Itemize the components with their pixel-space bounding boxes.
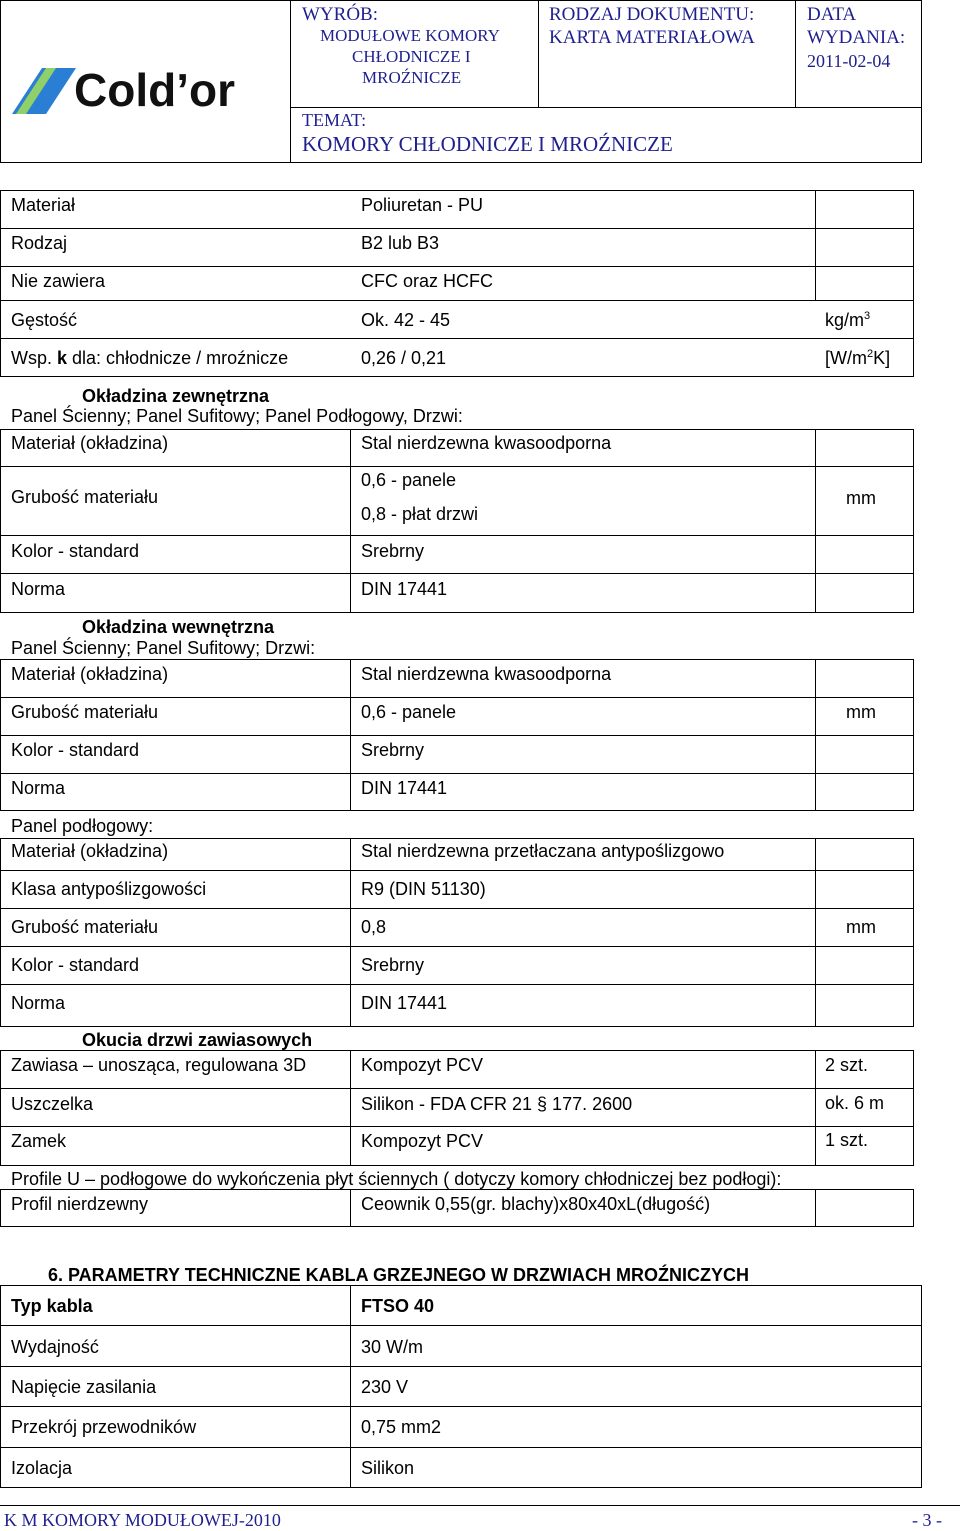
doctype-label: RODZAJ DOKUMENTU:: [549, 4, 755, 25]
lock-quantity: 1 szt.: [825, 1130, 869, 1150]
insulation-row-value: 0,26 / 0,21: [361, 348, 447, 368]
slip-class-label: Klasa antypoślizgowości: [11, 879, 207, 899]
cable-insulation-value: Silikon: [361, 1458, 415, 1478]
product-value-1: MODUŁOWE KOMORY: [320, 26, 500, 45]
profile-label: Profil nierdzewny: [11, 1194, 149, 1214]
page-number: - 3 -: [912, 1510, 942, 1530]
color-value: Srebrny: [361, 740, 425, 760]
topic-label: TEMAT:: [302, 110, 367, 130]
topic-value: KOMORY CHŁODNICZE I MROŹNICZE: [302, 132, 673, 156]
color-label: Kolor - standard: [11, 955, 140, 975]
section-title: Okładzina wewnętrzna: [82, 617, 275, 637]
doctype-value: KARTA MATERIAŁOWA: [549, 27, 755, 48]
material-label: Materiał (okładzina): [11, 841, 169, 861]
thickness-value-panels: 0,6 - panele: [361, 470, 457, 490]
section-title: Okucia drzwi zawiasowych: [82, 1030, 313, 1050]
thickness-value: 0,6 - panele: [361, 702, 457, 722]
section-subtitle: Panel Ścienny; Panel Sufitowy; Drzwi:: [11, 638, 316, 658]
section-subtitle: Panel Ścienny; Panel Sufitowy; Panel Podłogowy, Drzwi:: [11, 406, 463, 426]
k-coefficient-label: Wsp. k dla: chłodnicze / mroźnicze: [11, 348, 289, 368]
cable-power-label: Wydajność: [11, 1337, 99, 1357]
material-label: Materiał (okładzina): [11, 433, 169, 453]
company-logo: [12, 62, 276, 118]
color-label: Kolor - standard: [11, 740, 140, 760]
cable-cross-section-value: 0,75 mm2: [361, 1417, 442, 1437]
cable-insulation-label: Izolacja: [11, 1458, 73, 1478]
insulation-row-label: Materiał: [11, 195, 76, 215]
thickness-unit: mm: [846, 917, 876, 937]
date-label-1: DATA: [807, 4, 857, 25]
cable-power-value: 30 W/m: [361, 1337, 424, 1357]
footer-document-id: K M KOMORY MODUŁOWEJ-2010: [4, 1510, 281, 1530]
insulation-row-label: Rodzaj: [11, 233, 68, 253]
hinge-material: Kompozyt PCV: [361, 1055, 484, 1075]
cable-voltage-value: 230 V: [361, 1377, 409, 1397]
color-label: Kolor - standard: [11, 541, 140, 561]
cable-voltage-label: Napięcie zasilania: [11, 1377, 157, 1397]
logo-graphic: [12, 62, 276, 118]
lock-label: Zamek: [11, 1131, 67, 1151]
slip-class-value: R9 (DIN 51130): [361, 879, 486, 899]
cable-cross-section-label: Przekrój przewodników: [11, 1417, 197, 1437]
thickness-label: Grubość materiału: [11, 487, 159, 507]
norm-value: DIN 17441: [361, 579, 448, 599]
section-title: Panel podłogowy:: [11, 816, 154, 836]
density-unit: $kg/m^3$: [825, 310, 871, 330]
product-value-3: MROŹNICZE: [362, 68, 462, 87]
thickness-label: Grubość materiału: [11, 702, 159, 722]
seal-label: Uszczelka: [11, 1094, 94, 1114]
product-value-2: CHŁODNICZE I: [352, 47, 471, 66]
date-value: 2011-02-04: [807, 51, 891, 71]
seal-quantity: ok. 6 m: [825, 1093, 885, 1113]
insulation-row-value: CFC oraz HCFC: [361, 271, 494, 291]
insulation-row-value: Poliuretan - PU: [361, 195, 484, 215]
norm-label: Norma: [11, 579, 66, 599]
profile-note: Profile U – podłogowe do wykończenia płyt ściennych ( dotyczy komory chłodniczej bez podłogi):: [11, 1169, 782, 1189]
norm-value: DIN 17441: [361, 993, 448, 1013]
color-value: Srebrny: [361, 541, 425, 561]
hinge-label: Zawiasa – unosząca, regulowana 3D: [11, 1055, 307, 1075]
thickness-value-door: 0,8 - płat drzwi: [361, 504, 479, 524]
insulation-row-value: Ok. 42 - 45: [361, 310, 451, 330]
insulation-row-label: Nie zawiera: [11, 271, 106, 291]
cable-type-value: FTSO 40: [361, 1296, 435, 1316]
color-value: Srebrny: [361, 955, 425, 975]
material-value: Stal nierdzewna kwasoodporna: [361, 433, 612, 453]
material-value: Stal nierdzewna przetłaczana antypoślizgowo: [361, 841, 725, 861]
product-label: WYRÓB:: [302, 4, 378, 25]
profile-value: Ceownik 0,55(gr. blachy)x80x40xL(długość): [361, 1194, 711, 1214]
seal-material: Silikon - FDA CFR 21 § 177. 2600: [361, 1094, 633, 1114]
date-label-2: WYDANIA:: [807, 27, 906, 48]
k-coefficient-unit: $[W/m^2K]$: [825, 348, 891, 368]
norm-label: Norma: [11, 993, 66, 1013]
thickness-unit: mm: [846, 488, 876, 508]
lock-material: Kompozyt PCV: [361, 1131, 484, 1151]
material-value: Stal nierdzewna kwasoodporna: [361, 664, 612, 684]
thickness-unit: mm: [846, 702, 876, 722]
insulation-row-label: Gęstość: [11, 310, 78, 330]
section-title: Okładzina zewnętrzna: [82, 386, 270, 406]
svg-text:Cold’or: Cold’or: [74, 64, 235, 116]
section-heading: 6. PARAMETRY TECHNICZNE KABLA GRZEJNEGO W DRZWIACH MROŹNICZYCH: [48, 1265, 749, 1285]
insulation-row-value: B2 lub B3: [361, 233, 440, 253]
cable-type-label: Typ kabla: [11, 1296, 93, 1316]
material-label: Materiał (okładzina): [11, 664, 169, 684]
thickness-value: 0,8: [361, 917, 387, 937]
norm-value: DIN 17441: [361, 778, 448, 798]
norm-label: Norma: [11, 778, 66, 798]
thickness-label: Grubość materiału: [11, 917, 159, 937]
hinge-quantity: 2 szt.: [825, 1055, 869, 1075]
